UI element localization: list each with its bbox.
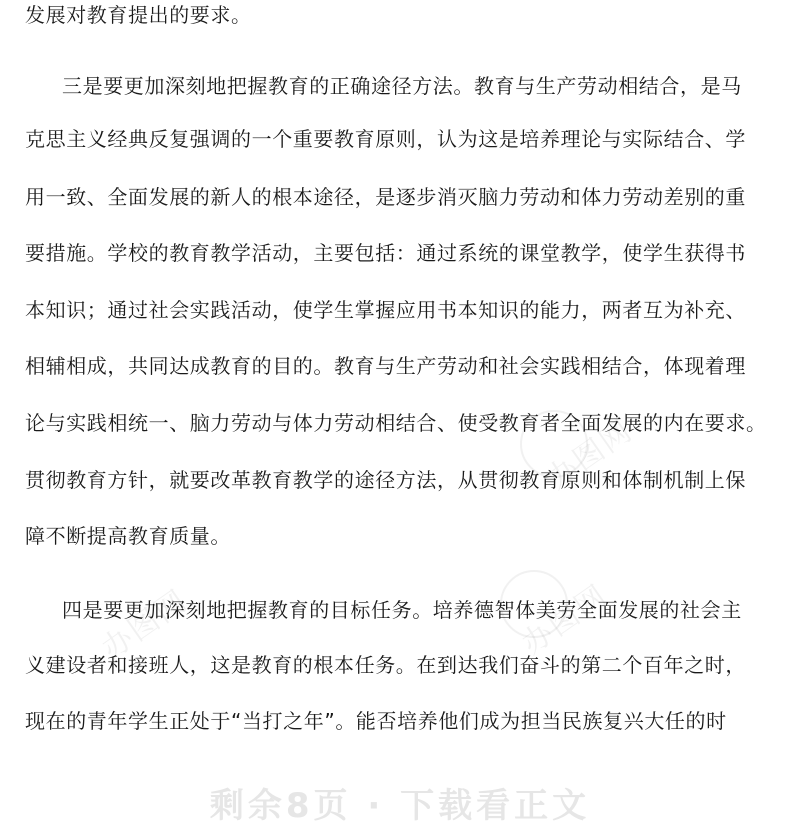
paragraph-line: 用一致、全面发展的新人的根本途径，是逐步消灭脑力劳动和体力劳动差别的重 xyxy=(25,185,746,209)
paragraph-line: 发展对教育提出的要求。 xyxy=(25,3,252,27)
watermark: 办图网 xyxy=(540,413,640,497)
paragraph-line: 三是要更加深刻地把握教育的正确途径方法。教育与生产劳动相结合，是马 xyxy=(62,74,742,98)
paragraph-line: 贯彻教育方针，就要改革教育教学的途径方法，从贯彻教育原则和体制机制上保 xyxy=(25,468,746,492)
paragraph-line: 四是要更加深刻地把握教育的目标任务。培养德智体美劳全面发展的社会主 xyxy=(62,598,742,622)
paragraph-line: 相辅相成，共同达成教育的目的。教育与生产劳动和社会实践相结合，体现着理 xyxy=(25,354,746,378)
paragraph-line: 要措施。学校的教育教学活动，主要包括：通过系统的课堂教学，使学生获得书 xyxy=(25,241,746,265)
watermark: 办图网 xyxy=(515,578,615,662)
paragraph-line: 障不断提高教育质量。 xyxy=(25,524,231,548)
paragraph-line: 本知识；通过社会实践活动，使学生掌握应用书本知识的能力，两者互为补充、 xyxy=(25,298,746,322)
paragraph-line: 克思主义经典反复强调的一个重要教育原则，认为这是培养理论与实际结合、学 xyxy=(25,127,746,151)
paragraph-line: 现在的青年学生正处于“当打之年”。能否培养他们成为担当民族复兴大任的时 xyxy=(25,709,727,733)
paragraph-line: 论与实践相统一、脑力劳动与体力劳动相结合、使受教育者全面发展的内在要求。 xyxy=(25,411,767,435)
remaining-pages-banner[interactable]: 剩余8页 · 下载看正文 xyxy=(209,786,591,826)
watermark: 办图网 xyxy=(95,583,195,667)
paragraph-line: 义建设者和接班人，这是教育的根本任务。在到达我们奋斗的第二个百年之时， xyxy=(25,653,746,677)
